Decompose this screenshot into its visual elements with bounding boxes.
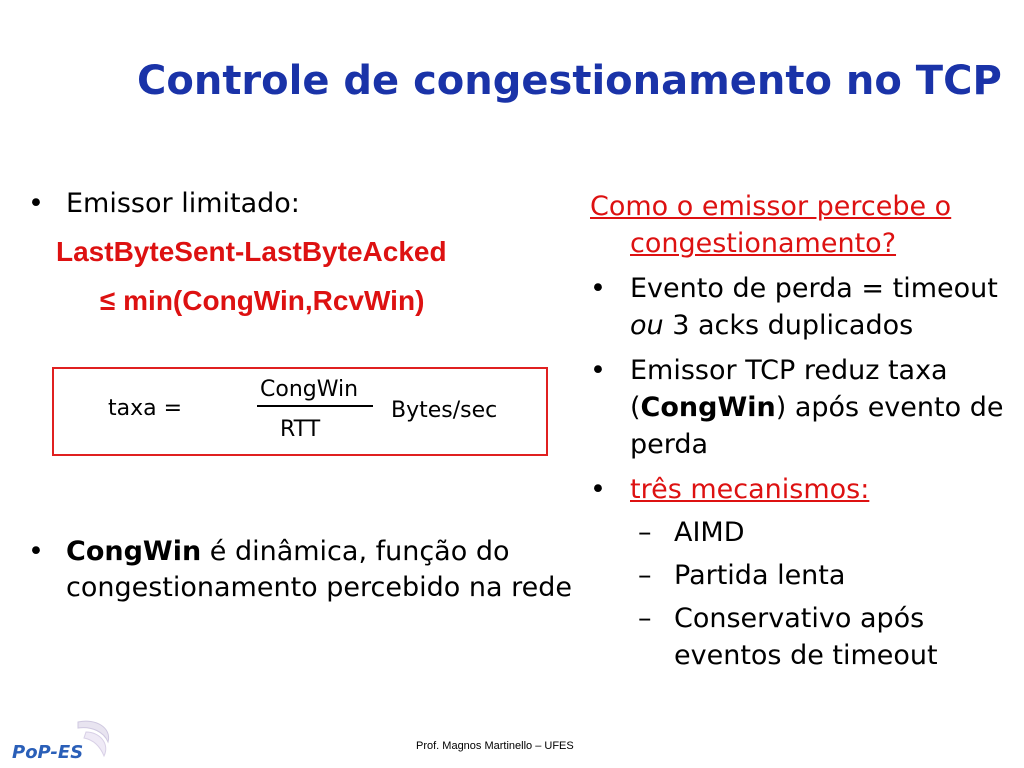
bullet-dot: •: [28, 188, 44, 219]
bullet-evento-perda: [590, 270, 1010, 344]
bullet-tres-mecanismos: [590, 471, 1010, 508]
text-a: Emissor TCP reduz taxa (: [630, 355, 948, 423]
fraction-bar: [257, 405, 373, 407]
bullet-text: é dinâmica, função do congestionamento percebido na rede: [66, 536, 572, 603]
rate-label: taxa =: [108, 396, 183, 421]
text-b: ) após evento de perda: [630, 392, 1004, 460]
fraction-numerator: CongWin: [260, 377, 359, 402]
bullet-dot: •: [590, 273, 606, 304]
bullet-dot: •: [28, 536, 44, 567]
formula-line-2: [100, 285, 424, 317]
dash-marker: –: [638, 517, 652, 548]
leq-symbol: ≤: [100, 285, 116, 316]
formula-min: min(CongWin,RcvWin): [123, 285, 425, 316]
bullet-text: Emissor limitado:: [66, 188, 300, 219]
bullet-emissor-reduz: [590, 352, 1010, 463]
heading-link[interactable]: Como o emissor percebe o congestionamento?: [590, 191, 952, 259]
sub-item-text: Partida lenta: [674, 560, 846, 591]
sub-item-partida-lenta: [590, 557, 1010, 594]
left-column: [28, 186, 588, 222]
sub-item-conservativo: [590, 600, 1010, 674]
footer-author: Prof. Magnos Martinello – UFES: [416, 740, 574, 752]
text-b: 3 acks duplicados: [663, 310, 914, 341]
logo-text: PoP-ES: [12, 742, 84, 763]
sub-item-aimd: [590, 514, 1010, 551]
dash-marker: –: [638, 603, 652, 634]
text-bold: CongWin: [640, 392, 776, 423]
bullet-dot: •: [590, 474, 606, 505]
bullet-row: [28, 534, 588, 606]
text-a: Evento de perda = timeout: [630, 273, 998, 304]
text-italic: ou: [630, 310, 664, 341]
formula-line-1: LastByteSent-LastByteAcked: [56, 236, 447, 267]
sub-item-text: Conservativo após eventos de timeout: [674, 603, 938, 671]
bullet-congwin-dinamica: [28, 534, 588, 606]
sub-item-text: AIMD: [674, 517, 745, 548]
congwin-bold: CongWin: [66, 536, 202, 567]
dash-marker: –: [638, 560, 652, 591]
rate-unit: Bytes/sec: [391, 398, 498, 423]
right-column: [590, 188, 1010, 674]
fraction-denominator: RTT: [280, 417, 321, 442]
bullet-emissor-limitado: [28, 186, 588, 222]
slide-title: Controle de congestionamento no TCP: [137, 58, 1002, 104]
mecanismos-link[interactable]: três mecanismos:: [630, 474, 870, 505]
bullet-dot: •: [590, 355, 606, 386]
